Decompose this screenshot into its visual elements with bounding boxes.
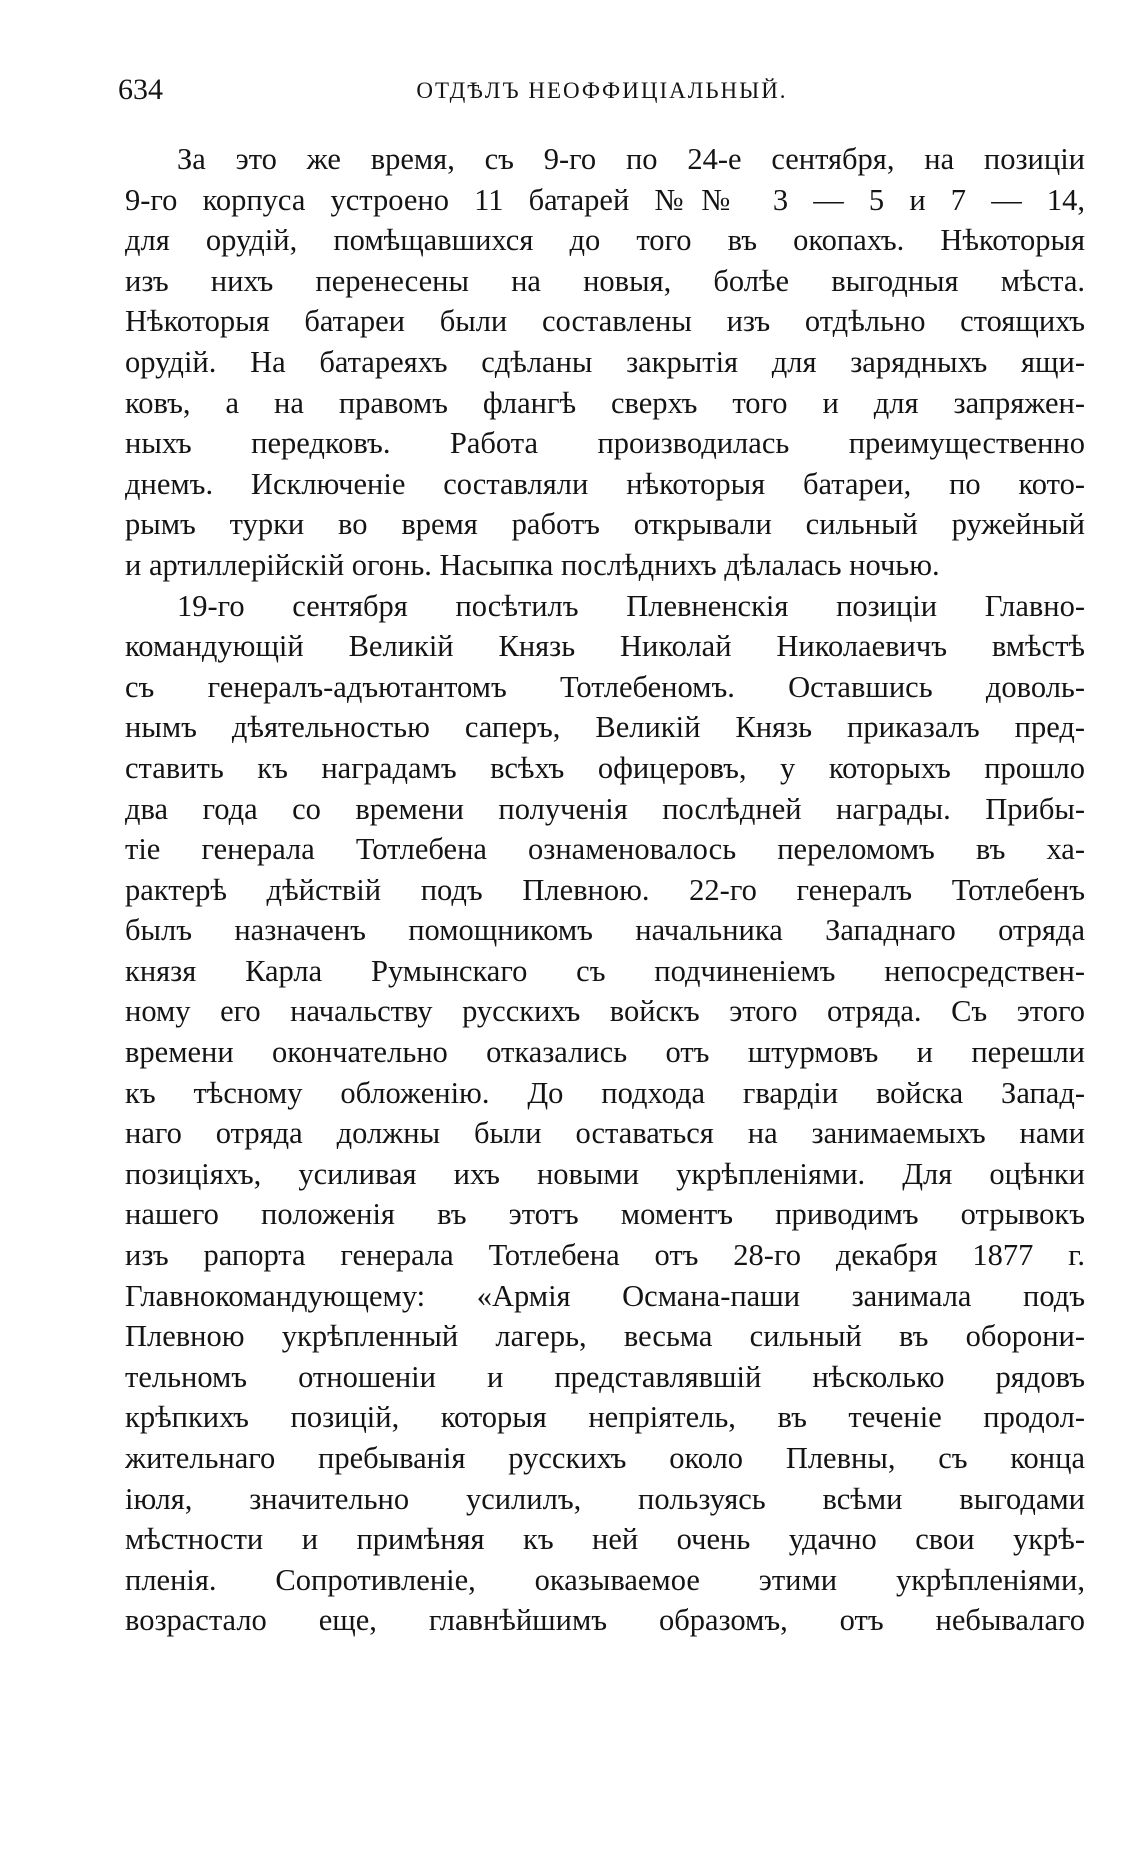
text-line: жительнаго пребыванія русскихъ около Плевны, съ конца [125, 1441, 1085, 1475]
text-line: Плевною укрѣпленный лагерь, весьма сильный въ оборони- [125, 1319, 1085, 1354]
text-line: ковъ, а на правомъ флангѣ сверхъ того и для запряжен- [125, 385, 1085, 420]
text-line: Главнокомандующему: «Армія Османа-паши занимала подъ [125, 1278, 1085, 1313]
text-line: ному его начальству русскихъ войскъ этого отряда. Съ этого [125, 994, 1085, 1029]
text-line: для орудій, помѣщавшихся до того въ окопахъ. Нѣкоторыя [125, 223, 1085, 258]
text-line: рымъ турки во время работъ открывали сильный ружейный [125, 507, 1085, 542]
text-line: позиціяхъ, усиливая ихъ новыми укрѣпленіями. Для оцѣнки [125, 1156, 1085, 1191]
running-head: ОТДѢЛЪ НЕОФФИЦІАЛЬНЫЙ. [416, 78, 788, 103]
text-line: и артиллерійскій огонь. Насыпка послѣднихъ дѣлалась ночью. [125, 547, 940, 582]
text-line: ставить къ наградамъ всѣхъ офицеровъ, у которыхъ прошло [125, 750, 1085, 785]
text-line: За это же время, съ 9-го по 24-е сентября, на позиціи [177, 142, 1085, 176]
text-line: изъ рапорта генерала Тотлебена отъ 28-го декабря 1877 г. [125, 1238, 1085, 1273]
text-line: наго отряда должны были оставаться на занимаемыхъ нами [125, 1116, 1085, 1151]
text-line: нашего положенія въ этотъ моментъ приводимъ отрывокъ [125, 1197, 1085, 1232]
page-header [118, 70, 1086, 110]
text-line: два года со времени полученія послѣдней награды. Прибы- [125, 791, 1085, 826]
text-line: къ тѣсному обложенію. До подхода гвардіи войска Запад- [125, 1075, 1085, 1110]
text-line: съ генералъ-адъютантомъ Тотлебеномъ. Оставшись доволь- [125, 669, 1085, 704]
page-number: 634 [118, 73, 163, 106]
text-line: пленія. Сопротивленіе, оказываемое этими укрѣпленіями, [125, 1562, 1085, 1597]
text-line: ныхъ передковъ. Работа производилась преимущественно [125, 426, 1085, 461]
text-line: возрастало еще, главнѣйшимъ образомъ, отъ небывалаго [125, 1603, 1085, 1638]
text-line: мѣстности и примѣняя къ ней очень удачно свои укрѣ- [125, 1522, 1085, 1557]
text-line: 19-го сентября посѣтилъ Плевненскія позиціи Главно- [177, 588, 1085, 623]
text-line: Нѣкоторыя батареи были составлены изъ отдѣльно стоящихъ [125, 304, 1085, 339]
text-line: тельномъ отношеніи и представлявшій нѣсколько рядовъ [125, 1359, 1085, 1394]
body-text [125, 139, 1085, 1641]
text-line: 9-го корпуса устроено 11 батарей №№ 3 — 5 и 7 — 14, [125, 182, 1085, 217]
text-line: днемъ. Исключеніе составляли нѣкоторыя батареи, по кото- [125, 466, 1085, 501]
text-line: былъ назначенъ помощникомъ начальника Западнаго отряда [125, 913, 1085, 948]
text-line: времени окончательно отказались отъ штурмовъ и перешли [125, 1035, 1085, 1070]
text-line: князя Карла Румынскаго съ подчиненіемъ непосредствен- [125, 953, 1085, 988]
text-line: іюля, значительно усилилъ, пользуясь всѣми выгодами [125, 1481, 1085, 1516]
text-line: рактерѣ дѣйствій подъ Плевною. 22-го генералъ Тотлебенъ [125, 872, 1085, 907]
text-line: тіе генерала Тотлебена ознаменовалось переломомъ въ ха- [125, 832, 1085, 867]
text-line: изъ нихъ перенесены на новыя, болѣе выгодныя мѣста. [125, 263, 1085, 298]
text-line: командующій Великій Князь Николай Николаевичъ вмѣстѣ [125, 629, 1085, 664]
text-line: крѣпкихъ позицій, которыя непріятель, въ теченіе продол- [125, 1400, 1085, 1435]
text-line: нымъ дѣятельностью саперъ, Великій Князь приказалъ пред- [125, 710, 1085, 745]
text-line: орудій. На батареяхъ сдѣланы закрытія для зарядныхъ ящи- [125, 344, 1085, 379]
